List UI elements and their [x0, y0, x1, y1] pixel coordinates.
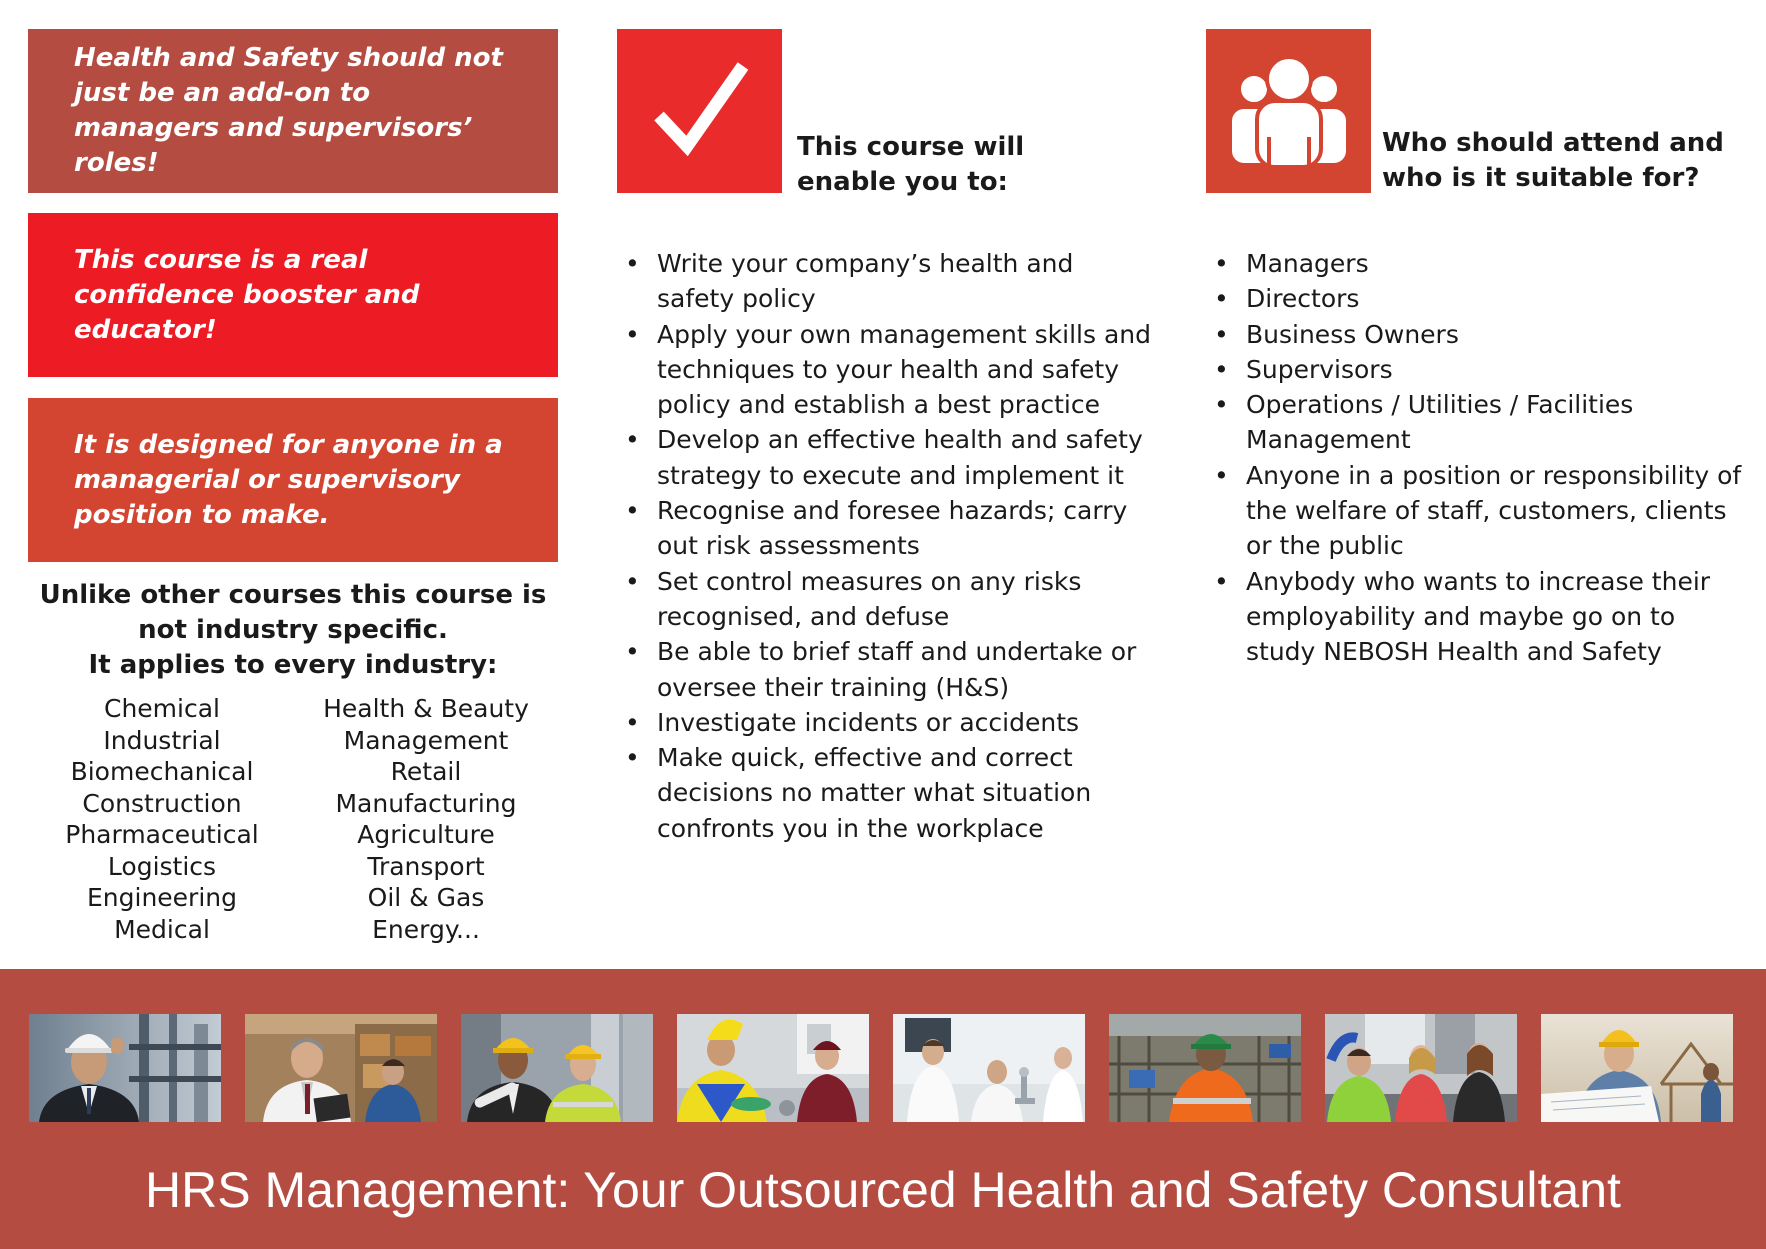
list-item: • Make quick, effective and correct decisions no matter what situation confronts you in the workplace — [625, 740, 1155, 846]
industry-item: Construction — [82, 788, 242, 818]
photo-blueprint-engineer — [1541, 1014, 1733, 1122]
people-group-icon — [1227, 53, 1351, 169]
list-item: • Supervisors — [1214, 352, 1749, 387]
list-item: • Apply your own management skills and techniques to your health and safety policy and establish a best practice — [625, 317, 1155, 423]
checkmark-icon-box — [617, 29, 782, 193]
list-item: • Recognise and foresee hazards; carry out risk assessments — [625, 493, 1155, 564]
photo-warehouse-manager — [245, 1014, 437, 1122]
industry-item: Engineering — [87, 883, 237, 912]
course-outcomes-list — [625, 246, 1155, 846]
industry-item: Agriculture — [357, 820, 495, 849]
photo-kitchen-staff — [677, 1014, 869, 1122]
photo-hair-salon — [1325, 1014, 1517, 1122]
photo-laboratory — [893, 1014, 1085, 1122]
callout-add-on: Health and Safety should not just be an add-on to managers and supervisors’ roles! — [28, 29, 558, 193]
industry-item: Transport — [367, 851, 485, 881]
list-item: • Set control measures on any risks recognised, and defuse — [625, 564, 1155, 635]
industry-list-right — [306, 693, 546, 945]
list-item: • Operations / Utilities / Facilities Management — [1214, 387, 1749, 458]
course-heading: This course will enable you to: — [797, 132, 1025, 197]
checkmark-icon — [645, 56, 755, 166]
industry-item: Energy... — [372, 914, 480, 944]
industry-item: Pharmaceutical — [65, 820, 259, 849]
photo-strip — [29, 1014, 1733, 1122]
industry-item: Manufacturing — [335, 788, 517, 818]
industry-item: Retail — [390, 757, 462, 786]
people-icon-box — [1206, 29, 1371, 193]
industry-item: Industrial — [103, 725, 221, 755]
list-item: • Directors — [1214, 281, 1749, 316]
list-item: • Business Owners — [1214, 317, 1749, 352]
callout-designed-for: It is designed for anyone in a managerial or supervisory position to make. — [28, 398, 558, 562]
list-item: • Anybody who wants to increase their employability and maybe go on to study NEBOSH Health and Safety — [1214, 564, 1749, 670]
list-item: • Investigate incidents or accidents — [625, 705, 1155, 740]
industry-list-left — [42, 693, 282, 945]
industry-intro-line2: It applies to every industry: — [88, 650, 498, 680]
industry-item: Medical — [114, 914, 210, 944]
callout-confidence: This course is a real confidence booster and educator! — [28, 213, 558, 377]
industry-intro — [28, 578, 558, 683]
attend-heading: Who should attend and who is it suitable for? — [1382, 128, 1724, 193]
industry-item: Health & Beauty — [323, 694, 529, 723]
footer-tagline: HRS Management: Your Outsourced Health and Safety Consultant — [145, 1162, 1621, 1218]
industry-item: Logistics — [107, 851, 217, 881]
list-item: • Be able to brief staff and undertake or oversee their training (H&S) — [625, 634, 1155, 705]
photo-industrial-engineer — [29, 1014, 221, 1122]
list-item: • Write your company’s health and safety policy — [625, 246, 1155, 317]
list-item: • Anyone in a position or responsibility of the welfare of staff, customers, clients or the public — [1214, 458, 1749, 564]
list-item: • Managers — [1214, 246, 1749, 281]
attendee-list — [1214, 246, 1749, 670]
photo-construction-site — [1109, 1014, 1301, 1122]
industry-intro-line1: Unlike other courses this course is not industry specific. — [39, 580, 547, 645]
industry-item: Management — [343, 725, 509, 755]
industry-item: Biomechanical — [70, 757, 254, 786]
list-item: • Develop an effective health and safety strategy to execute and implement it — [625, 422, 1155, 493]
photo-site-engineers — [461, 1014, 653, 1122]
industry-item: Chemical — [104, 694, 220, 723]
industry-item: Oil & Gas — [367, 883, 485, 912]
